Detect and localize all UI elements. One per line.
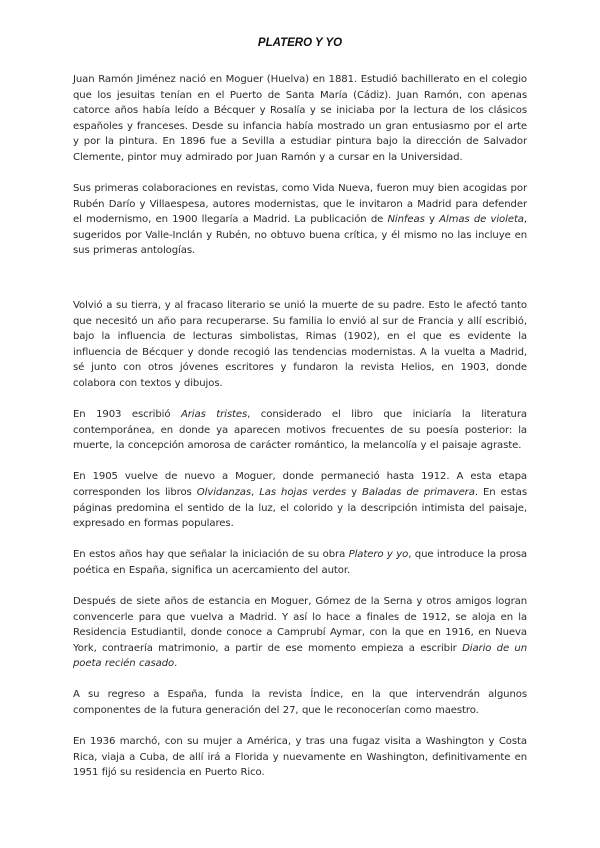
- text-span: , considerado el libro que iniciaría la literatura contemporánea, en donde ya aparecen motivos frecuentes de su poesía posterior: la muerte, la concepción amorosa de carácter romántico, la melancolía y el paisaje agraste.: [73, 409, 527, 452]
- text-span: .: [174, 658, 178, 670]
- document-body: [73, 72, 527, 796]
- document-page: [73, 0, 527, 848]
- text-span: Después de siete años de estancia en Moguer, Gómez de la Serna y otros amigos logran convencerle para que vuelva a Madrid. Y así lo hace a finales de 1912, se aloja en la Residencia Estudiantil, donde conoce a Camprubí Aymar, con la que en 1916, en Nueva York, contraería matrimonio, a partir de ese momento empieza a escribir: [73, 595, 527, 654]
- book-title-diario-de-un-poeta: Diario de un poeta recién casado: [73, 642, 527, 670]
- text-span: En estos años hay que señalar la iniciación de su obra: [73, 549, 349, 561]
- book-title-olvidanzas: Olvidanzas: [196, 486, 252, 498]
- book-title-las-hojas-verdes: Las hojas verdes: [259, 486, 347, 498]
- text-span: y: [424, 214, 440, 226]
- book-title-baladas-de-primavera: Baladas de primavera: [362, 486, 475, 498]
- paragraph-moguer-period: [73, 469, 527, 531]
- book-title-platero-y-yo: Platero y yo: [348, 549, 409, 561]
- paragraph-platero-y-yo: [73, 547, 527, 578]
- text-span: ,: [251, 486, 260, 498]
- paragraph-birth-education: Juan Ramón Jiménez nació en Moguer (Huelva) en 1881. Estudió bachillerato en el colegio que los jesuitas tenían en el Puerto de Santa María (Cádiz). Juan Ramón, con apenas catorce años había leído a Bécquer y Rosalía y se iniciaba por la lectura de los clásicos españoles y franceses. Desde su infancia había mostrado un gran entusiasmo por el arte y por la pintura. En 1896 fue a Sevilla a estudiar pintura bajo la dirección de Salvador Clemente, pintor muy admirado por Juan Ramón y a cursar en la Universidad.: [73, 74, 527, 163]
- text-span: , sugeridos por Valle-Inclán y Rubén, no obtuvo buena crítica, y él mismo no las incluye en sus primeras antologías.: [73, 214, 527, 257]
- book-title-ninfeas: Ninfeas: [387, 214, 425, 226]
- text-span: Sus primeras colaboraciones en revistas, como Vida Nueva, fueron muy bien acogidas por Rubén Darío y Villaespesa, autores modernistas, que le invitaron a Madrid para defender el modernismo, en 1900 llegaría a Madrid. La publicación de: [73, 183, 527, 226]
- paragraph-first-collaborations: [73, 181, 527, 259]
- page-title: PLATERO Y YO: [257, 37, 343, 49]
- text-span: En 1903 escribió: [73, 409, 181, 421]
- text-span: . En estas páginas predomina el sentido de la luz, el colorido y la descripción intimista del paisaje, expresado en formas populares.: [73, 486, 527, 530]
- paragraph-indice-magazine: A su regreso a España, funda la revista Índice, en la que intervendrán algunos componentes de la futura generación del 27, que le reconocerían como maestro.: [73, 689, 527, 716]
- paragraph-exile: En 1936 marchó, con su mujer a América, y tras una fugaz visita a Washington y Costa Rica, viaja a Cuba, de allí irá a Florida y nuevamente en Washington, definitivamente en 1951 fijó su residencia en Puerto Rico.: [73, 736, 527, 779]
- book-title-almas-de-violeta: Almas de violeta: [439, 214, 524, 226]
- text-span: y: [346, 486, 363, 498]
- paragraph-arias-tristes: [73, 407, 527, 454]
- text-span: En 1905 vuelve de nuevo a Moguer, donde permaneció hasta 1912. A esta etapa corresponden los libros: [73, 471, 527, 498]
- book-title-arias-tristes: Arias tristes: [180, 409, 248, 421]
- text-span: , que introduce la prosa poética en España, significa un acercamiento del autor.: [73, 549, 527, 576]
- paragraph-return-home: Volvió a su tierra, y al fracaso literario se unió la muerte de su padre. Esto le afectó tanto que necesitó un año para recuperarse. Su familia lo envió al sur de Francia y allí escribió, bajo la influencia de lecturas simbolistas, Rimas (1902), en el que es evidente la influencia de Bécquer y donde recogió las tendencias modernistas. A la vuelta a Madrid, sé junto con otros jóvenes escritores y fundaron la revista Helios, en 1903, donde colabora con textos y dibujos.: [73, 300, 527, 389]
- paragraph-madrid-marriage: [73, 594, 527, 672]
